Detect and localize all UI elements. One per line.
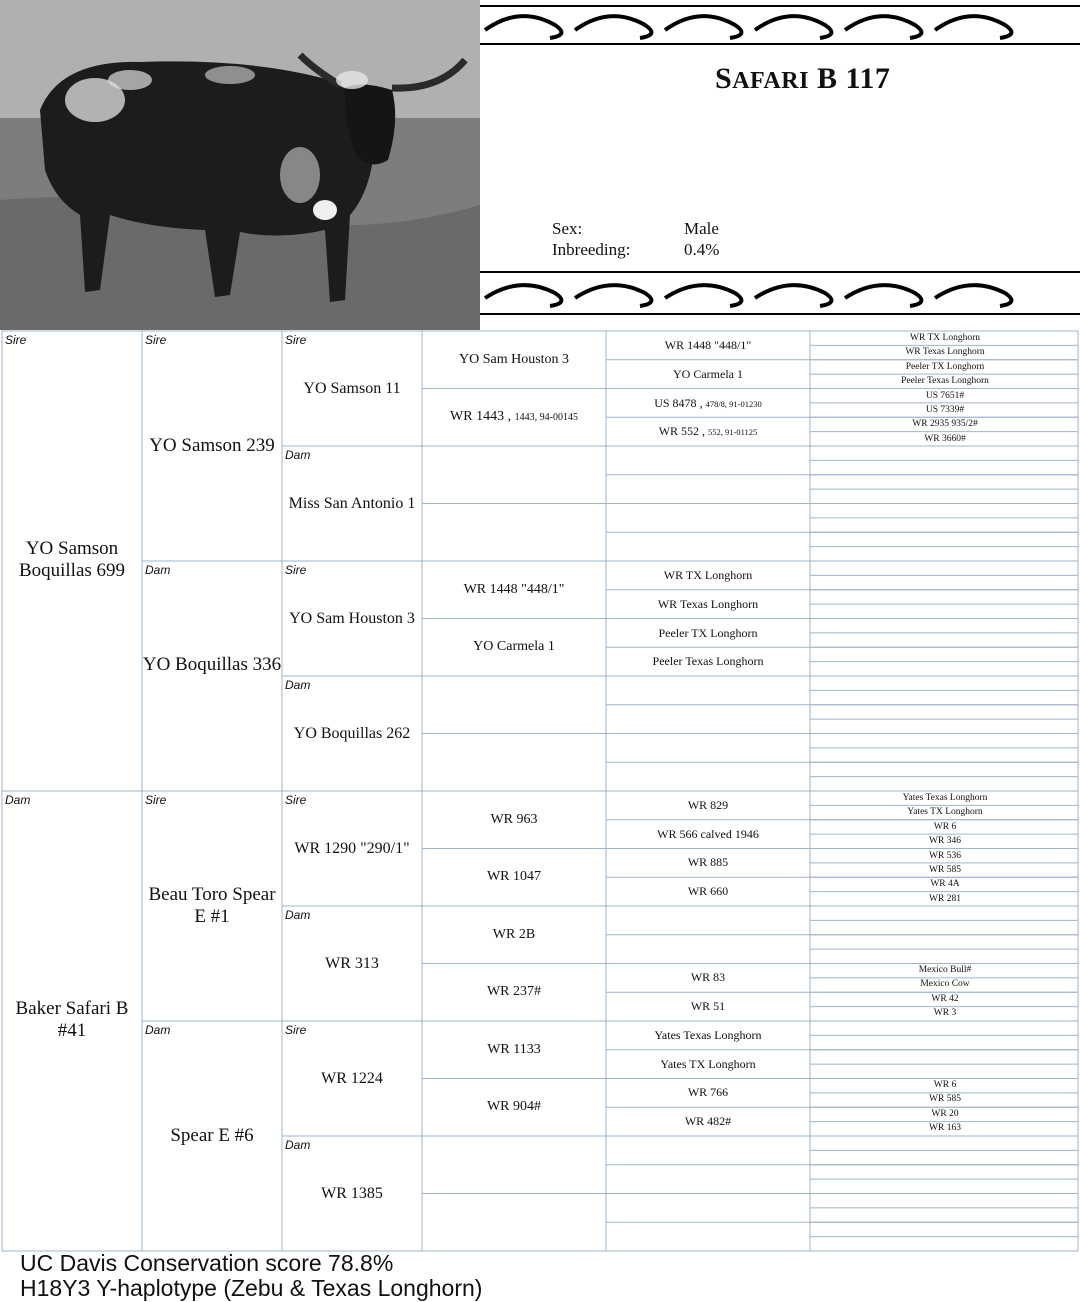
- gen2-name: Spear E #6: [170, 1125, 254, 1146]
- gen4-name: WR 904#: [486, 1099, 542, 1114]
- gen6-name: WR 42: [931, 993, 959, 1004]
- tag-dam: Dam: [285, 1138, 311, 1152]
- tag-sire: Sire: [285, 563, 307, 577]
- gen4-name: WR 963: [490, 812, 538, 827]
- gen6-name: WR 585: [929, 864, 961, 875]
- gen5-name: WR 829: [687, 798, 729, 812]
- gen6-name: WR 6: [933, 821, 957, 832]
- gen6-name: Peeler Texas Longhorn: [901, 376, 989, 387]
- gen3-name: YO Boquillas 262: [293, 725, 411, 742]
- gen2-name: YO Boquillas 336: [142, 654, 282, 675]
- gen6-name: WR 3: [933, 1008, 957, 1019]
- gen5-name: WR 1448 "448/1": [664, 338, 752, 352]
- inbreeding-value: 0.4%: [684, 240, 720, 259]
- tag-sire: Sire: [5, 333, 27, 347]
- gen1-sire-name: YO Samson Boquillas 699: [18, 538, 126, 581]
- gen2-name: YO Samson 239: [149, 435, 275, 456]
- gen5-name: WR 566 calved 1946: [657, 827, 759, 841]
- sex-label: Sex:: [552, 219, 583, 238]
- gen4-name: WR 237#: [486, 984, 542, 999]
- tag-dam: Dam: [145, 563, 171, 577]
- sex-value: Male: [684, 219, 719, 238]
- gen6-name: Yates Texas Longhorn: [902, 793, 988, 803]
- gen6-name: Mexico Cow: [920, 979, 970, 990]
- tag-sire: Sire: [285, 793, 307, 807]
- gen3-name: YO Sam Houston 3: [289, 610, 415, 627]
- tag-dam: Dam: [145, 1023, 171, 1037]
- y-haplotype: H18Y3 Y-haplotype (Zebu & Texas Longhorn): [20, 1275, 483, 1301]
- gen6-name: WR 163: [929, 1123, 961, 1134]
- gen6-name: WR 4A: [930, 879, 960, 890]
- gen6-name: WR 2935 935/2#: [912, 419, 978, 430]
- gen3-name: WR 1224: [321, 1070, 383, 1087]
- gen5-name: YO Carmela 1: [673, 367, 743, 381]
- gen5-name: Yates TX Longhorn: [660, 1057, 756, 1071]
- gen6-name: WR 281: [929, 893, 961, 904]
- tag-dam: Dam: [285, 908, 311, 922]
- gen5-name: WR 482#: [684, 1114, 732, 1128]
- gen5-name: WR Texas Longhorn: [657, 597, 759, 611]
- gen5-name: WR 885: [687, 855, 729, 869]
- gen6-name: WR TX Longhorn: [909, 333, 980, 343]
- gen6-name: WR Texas Longhorn: [905, 347, 985, 358]
- gen4-name: WR 1443 , 1443, 94-00145: [450, 409, 578, 424]
- gen5-name: WR 660: [687, 884, 729, 898]
- gen5-name: Peeler TX Longhorn: [658, 626, 758, 640]
- gen5-name: WR TX Longhorn: [663, 568, 753, 582]
- gen5-name: WR 51: [690, 999, 726, 1013]
- gen4-name: WR 1047: [486, 869, 542, 884]
- gen1-dam-name: Baker Safari B #41: [15, 998, 129, 1041]
- gen5-name: Peeler Texas Longhorn: [652, 654, 764, 668]
- gen4-name: WR 1448 "448/1": [463, 582, 565, 597]
- gen4-name: WR 1133: [487, 1042, 541, 1057]
- gen5-name: Yates Texas Longhorn: [654, 1028, 762, 1042]
- gen3-name: WR 1290 "290/1": [294, 840, 410, 857]
- gen6-name: WR 585: [929, 1094, 961, 1105]
- gen4-name: WR 2B: [492, 927, 536, 942]
- gen6-name: Yates TX Longhorn: [907, 807, 983, 818]
- gen6-name: WR 3660#: [924, 433, 966, 444]
- gen5-name: WR 83: [690, 970, 726, 984]
- tag-dam: Dam: [285, 448, 311, 462]
- gen2-name: Beau Toro Spear E #1: [148, 884, 276, 927]
- gen6-name: WR 346: [929, 836, 961, 847]
- inbreeding-label: Inbreeding:: [552, 240, 631, 259]
- gen3-name: YO Samson 11: [303, 380, 401, 397]
- tag-sire: Sire: [145, 793, 167, 807]
- gen6-name: US 7339#: [925, 404, 965, 415]
- gen6-name: WR 20: [931, 1108, 959, 1119]
- gen3-name: WR 1385: [321, 1185, 383, 1202]
- gen6-name: Peeler TX Longhorn: [905, 361, 985, 372]
- tag-dam: Dam: [5, 793, 31, 807]
- gen6-name: WR 6: [933, 1080, 957, 1090]
- tag-sire: Sire: [285, 1023, 307, 1037]
- gen4-name: YO Carmela 1: [473, 639, 555, 654]
- tag-sire: Sire: [285, 333, 307, 347]
- tag-sire: Sire: [145, 333, 167, 347]
- gen5-name: US 8478 , 478/8, 91-01230: [654, 396, 762, 410]
- gen6-name: WR 536: [929, 850, 961, 861]
- gen3-name: WR 313: [325, 955, 379, 972]
- gen6-name: US 7651#: [925, 390, 965, 401]
- gen4-name: YO Sam Houston 3: [458, 352, 570, 367]
- tag-dam: Dam: [285, 678, 311, 692]
- conservation-score: UC Davis Conservation score 78.8%: [20, 1250, 394, 1276]
- gen5-name: WR 766: [687, 1085, 729, 1099]
- gen6-name: Mexico Bull#: [918, 965, 972, 975]
- gen5-name: WR 552 , 552, 91-01125: [658, 424, 758, 438]
- animal-title: SAFARI B 117: [715, 62, 891, 95]
- gen3-name: Miss San Antonio 1: [288, 495, 416, 512]
